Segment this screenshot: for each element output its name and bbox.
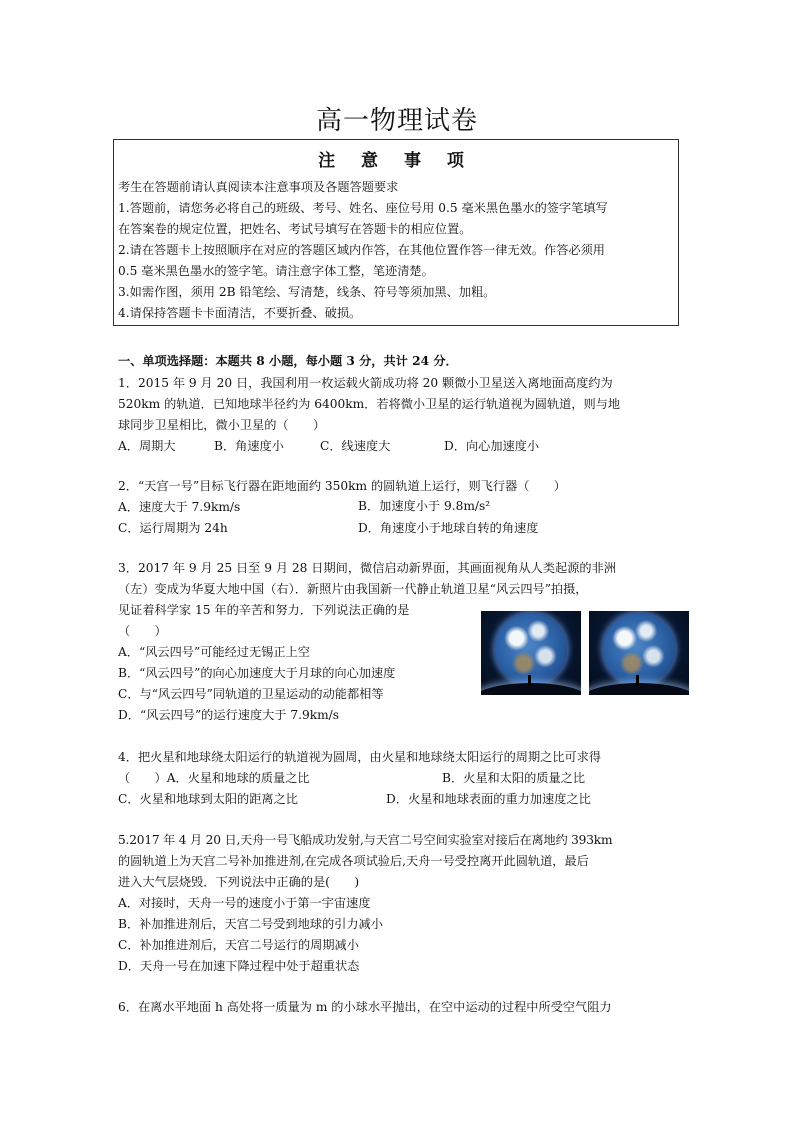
earth-photo-africa <box>481 611 581 695</box>
q4-option-d: D．火星和地球表面的重力加速度之比 <box>386 792 591 806</box>
notice-heading: 注 意 事 项 <box>318 151 474 171</box>
q2-option-d: D．角速度小于地球自转的角速度 <box>358 521 539 535</box>
q2-option-b: B．加速度小于 9.8m/s² <box>358 499 491 513</box>
q5-stem-line: 的圆轨道上为天宫二号补加推进剂,在完成各项试验后,天舟一号受控离开此圆轨道，最后 <box>118 854 589 868</box>
q5-option-c: C．补加推进剂后，天宫二号运行的周期减小 <box>118 938 359 952</box>
q2-option-a: A．速度大于 7.9km/s <box>118 500 241 514</box>
notice-line: 在答案卷的规定位置，把姓名、考试号填写在答题卡的相应位置。 <box>118 222 472 236</box>
q5-option-b: B．补加推进剂后，天宫二号受到地球的引力减小 <box>118 917 383 931</box>
q4-option-b: B．火星和太阳的质量之比 <box>442 771 586 785</box>
notice-line: 考生在答题前请认真阅读本注意事项及各题答题要求 <box>118 180 399 194</box>
q1-option-a: A．周期大 <box>118 439 176 453</box>
section-heading: 一、单项选择题：本题共 8 小题，每小题 3 分，共计 24 分． <box>118 354 458 368</box>
q5-stem-line: 进入大气层烧毁．下列说法中正确的是( ) <box>118 875 360 889</box>
notice-line: 1.答题前，请您务必将自己的班级、考号、姓名、座位号用 0.5 毫米黑色墨水的签字笔填写 <box>118 201 608 215</box>
notice-line: 3.如需作图，须用 2B 铅笔绘、写清楚，线条、符号等须加黑、加粗。 <box>118 285 496 299</box>
q1-option-b: B．角速度小 <box>214 439 284 453</box>
q5-option-a: A．对接时，天舟一号的速度小于第一宇宙速度 <box>118 896 371 910</box>
q1-stem-line: 球同步卫星相比，微小卫星的（ ） <box>118 418 326 432</box>
q3-stem-line: （ ） <box>118 624 167 638</box>
q3-option-a: A．“风云四号”可能经过无锡正上空 <box>118 645 310 659</box>
notice-line: 0.5 毫米黑色墨水的签字笔。请注意字体工整，笔迹清楚。 <box>118 264 434 278</box>
q3-option-b: B．“风云四号”的向心加速度大于月球的向心加速度 <box>118 666 396 680</box>
q5-stem-line: 5.2017 年 4 月 20 日,天舟一号飞船成功发射,与天宫二号空间实验室对接后在离地约 393km <box>118 833 613 847</box>
q4-option-c: C．火星和地球到太阳的距离之比 <box>118 792 298 806</box>
q3-stem-line: 见证着科学家 15 年的辛苦和努力．下列说法正确的是 <box>118 603 410 617</box>
q6-stem: 6．在离水平地面 h 高处将一质量为 m 的小球水平抛出，在空中运动的过程中所受空气阻力 <box>118 1000 612 1014</box>
notice-line: 2.请在答题卡上按照顺序在对应的答题区域内作答，在其他位置作答一律无效。作答必须用 <box>118 243 605 257</box>
page-title: 高一物理试卷 <box>315 106 478 136</box>
q4-option-a: （ ）A．火星和地球的质量之比 <box>118 771 310 785</box>
earth-photo-china <box>589 611 689 695</box>
q1-option-c: C．线速度大 <box>320 439 391 453</box>
q1-stem-line: 520km 的轨道．已知地球半径约为 6400km．若将微小卫星的运行轨道视为圆轨道，则与地 <box>118 397 621 411</box>
notice-line: 4.请保持答题卡卡面清洁，不要折叠、破损。 <box>118 306 362 320</box>
q2-option-c: C．运行周期为 24h <box>118 521 228 535</box>
person-silhouette-icon <box>636 675 639 685</box>
q1-stem-line: 1．2015 年 9 月 20 日，我国利用一枚运载火箭成功将 20 颗微小卫星送入离地面高度约为 <box>118 376 613 390</box>
q3-option-c: C．与“风云四号”同轨道的卫星运动的动能都相等 <box>118 687 384 701</box>
person-silhouette-icon <box>528 675 531 685</box>
notice-box <box>113 139 679 326</box>
q1-option-d: D．向心加速度小 <box>444 439 540 453</box>
q3-stem-line: 3．2017 年 9 月 25 日至 9 月 28 日期间，微信启动新界面，其画面视角从人类起源的非洲 <box>118 561 616 575</box>
globe-icon <box>603 613 675 685</box>
q2-stem: 2．“天宫一号”目标飞行器在距地面约 350km 的圆轨道上运行，则飞行器（ ） <box>118 479 566 493</box>
globe-icon <box>495 613 567 685</box>
q5-option-d: D．天舟一号在加速下降过程中处于超重状态 <box>118 959 360 973</box>
q3-stem-line: （左）变成为华夏大地中国（右）．新照片由我国新一代静止轨道卫星“风云四号”拍摄， <box>118 582 588 596</box>
q3-option-d: D．“风云四号”的运行速度大于 7.9km/s <box>118 708 340 722</box>
q4-stem: 4．把火星和地球绕太阳运行的轨道视为圆周，由火星和地球绕太阳运行的周期之比可求得 <box>118 750 602 764</box>
